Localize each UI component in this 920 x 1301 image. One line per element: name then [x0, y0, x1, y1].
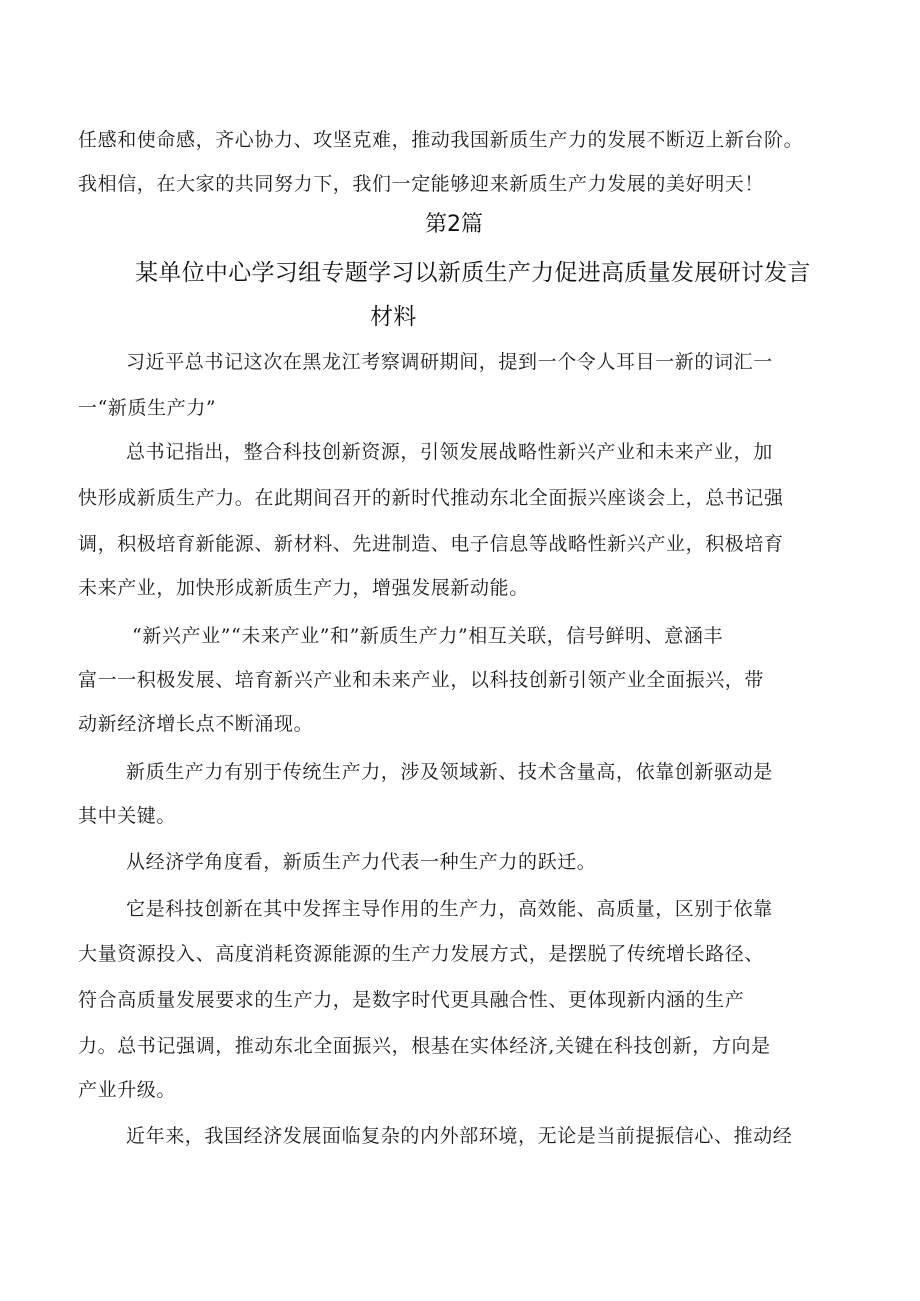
- intro-line: 我相信，在大家的共同努力下，我们一定能够迎来新质生产力发展的美好明天！: [78, 173, 765, 195]
- paragraph-line: 未来产业，加快形成新质生产力，增强发展新动能。: [78, 577, 529, 599]
- paragraph-line: 其中关键。: [78, 805, 177, 827]
- paragraph-line: 一“新质生产力”: [78, 397, 217, 419]
- paragraph-line: 它是科技创新在其中发挥主导作用的生产力，高效能、高质量，区别于依靠: [126, 898, 773, 920]
- paragraph-line: 新质生产力有别于传统生产力，涉及领域新、技术含量高，依靠创新驱动是: [126, 761, 773, 783]
- paragraph-line: 动新经济增长点不断涌现。: [78, 713, 314, 735]
- paragraph-line: 从经济学角度看，新质生产力代表一种生产力的跃迁。: [126, 851, 597, 873]
- paragraph-line: 符合高质量发展要求的生产力，是数字时代更具融合性、更体现新内涵的生产: [78, 989, 745, 1011]
- section-title: 某单位中心学习组专题学习以新质生产力促进高质量发展研讨发言: [135, 260, 811, 286]
- section-title-continued: 材料: [370, 304, 417, 330]
- paragraph-line: 力。总书记强调，推动东北全面振兴，根基在实体经济,关键在科技创新，方向是: [78, 1035, 771, 1057]
- paragraph-line: 近年来，我国经济发展面临复杂的内外部环境，无论是当前提振信心、推动经: [126, 1125, 793, 1147]
- paragraph-line: 产业升级。: [78, 1079, 177, 1101]
- section-label: 第2篇: [425, 212, 483, 237]
- paragraph-line: 习近平总书记这次在黑龙江考察调研期间，提到一个令人耳目一新的词汇一: [126, 351, 773, 373]
- paragraph-line: 大量资源投入、高度消耗资源能源的生产力发展方式，是摆脱了传统增长路径、: [78, 943, 765, 965]
- intro-line: 任感和使命感，齐心协力、攻坚克难，推动我国新质生产力的发展不断迈上新台阶。: [78, 129, 804, 151]
- paragraph-line: 总书记指出，整合科技创新资源，引领发展战略性新兴产业和未来产业，加: [126, 441, 773, 463]
- paragraph-line: 调，积极培育新能源、新材料、先进制造、电子信息等战略性新兴产业，积极培育: [78, 533, 784, 555]
- paragraph-line: “新兴产业”“未来产业”和”新质生产力”相互关联，信号鲜明、意涵丰: [132, 625, 724, 647]
- paragraph-line: 快形成新质生产力。在此期间召开的新时代推动东北全面振兴座谈会上，总书记强: [78, 487, 784, 509]
- paragraph-line: 富一一积极发展、培育新兴产业和未来产业，以科技创新引领产业全面振兴，带: [78, 669, 765, 691]
